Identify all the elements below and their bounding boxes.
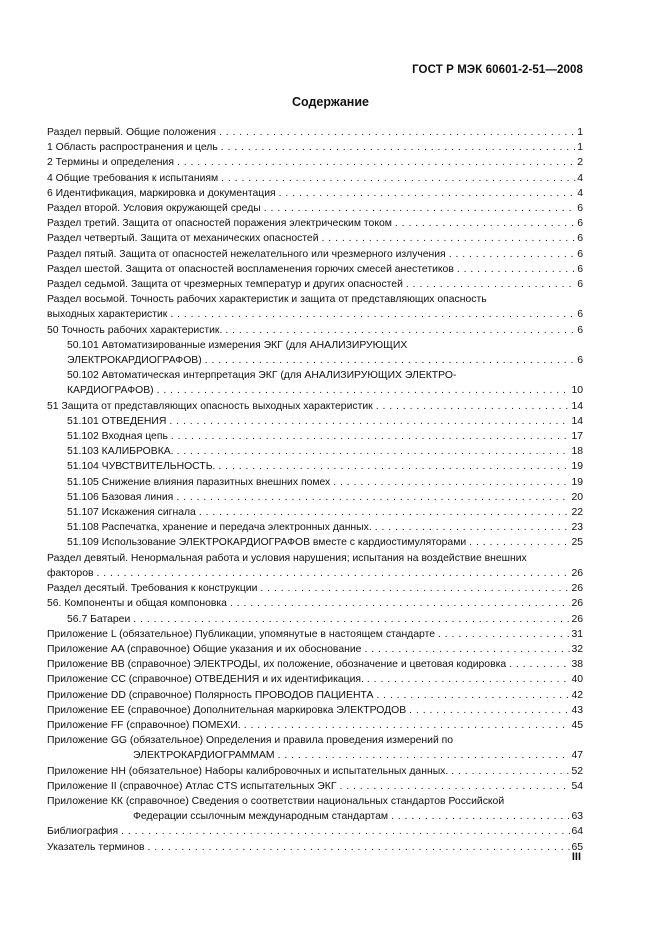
toc-entry-title: Библиография <box>47 826 119 838</box>
toc-page-number: 1 <box>577 142 583 154</box>
toc-leader-dots <box>148 840 571 855</box>
toc-entry[interactable] <box>47 520 583 535</box>
toc-entry-title: ЭЛЕКТРОКАРДИОГРАФОВ) <box>67 355 202 367</box>
toc-leader-dots <box>395 216 576 231</box>
toc-entry-title: ЭЛЕКТРОКАРДИОГРАММАМ <box>133 750 275 762</box>
toc-entry[interactable] <box>47 840 583 855</box>
toc-leader-dots <box>169 414 570 429</box>
toc-entry-title: 51.106 Базовая линия <box>67 491 174 503</box>
toc-page-number: 6 <box>577 355 583 367</box>
toc-leader-dots <box>219 125 576 140</box>
toc-leader-dots <box>509 657 570 672</box>
toc-page-number: 40 <box>571 674 583 686</box>
toc-leader-dots <box>409 703 570 718</box>
toc-entry-title: 4 Общие требования к испытаниям <box>47 172 219 184</box>
toc-page-number: 6 <box>577 263 583 275</box>
toc-page-number: 43 <box>571 704 583 716</box>
toc-page-number: 38 <box>571 659 583 671</box>
table-of-contents <box>47 125 583 855</box>
toc-entry-title: Раздел первый. Общие положения <box>47 127 216 138</box>
toc-entry-title: Раздел седьмой. Защита от чрезмерных температур и других опасностей <box>47 279 403 291</box>
toc-entry-title: Раздел пятый. Защита от опасностей нежелательного или чрезмерного излучения <box>47 248 446 260</box>
page-title: Содержание <box>291 95 369 109</box>
toc-page-number: 14 <box>571 415 583 427</box>
toc-entry[interactable] <box>47 459 583 474</box>
toc-leader-dots <box>376 399 571 414</box>
toc-entry-title: Приложение CC (справочное) ОТВЕДЕНИЯ и их идентификация. <box>47 674 364 686</box>
toc-entry[interactable] <box>47 748 583 763</box>
toc-entry[interactable] <box>47 627 583 642</box>
toc-leader-dots <box>279 186 577 201</box>
toc-entry-title: Указатель терминов <box>47 841 145 853</box>
toc-entry[interactable] <box>47 307 583 322</box>
toc-page-number: 42 <box>571 689 583 701</box>
toc-leader-dots <box>157 383 571 398</box>
toc-entry-line1: Приложение КК (справочное) Сведения о соответствии национальных стандартов Российской <box>47 795 505 807</box>
toc-entry[interactable] <box>47 414 583 429</box>
toc-leader-dots <box>469 535 570 550</box>
toc-entry[interactable] <box>47 535 583 550</box>
toc-page-number: 45 <box>571 719 583 731</box>
toc-entry[interactable] <box>47 444 583 459</box>
toc-entry[interactable] <box>47 490 583 505</box>
toc-entry-title: Приложение L (обязательное) Публикации, упомянутые в настоящем стандарте <box>47 628 435 640</box>
toc-leader-dots <box>177 155 576 170</box>
toc-leader-dots <box>322 231 577 246</box>
toc-entry-title: 51.109 Использование ЭЛЕКТРОКАРДИОГРАФОВ вместе с кардиостимуляторами <box>67 537 467 549</box>
toc-leader-dots <box>171 429 571 444</box>
toc-entry-title: Приложение BB (справочное) ЭЛЕКТРОДЫ, их положение, обозначение и цветовая кодировка <box>47 659 507 671</box>
toc-entry-title: Приложение EE (справочное) Дополнительная маркировка ЭЛЕКТРОДОВ <box>47 704 407 716</box>
toc-entry-title: 51.101 ОТВЕДЕНИЯ <box>67 415 167 427</box>
toc-entry-title: Приложение HH (обязательное) Наборы калибровочных и испытательных данных. <box>47 765 449 777</box>
toc-entry[interactable] <box>47 277 583 292</box>
toc-entry[interactable] <box>47 125 583 140</box>
toc-entry[interactable] <box>47 323 583 338</box>
toc-page-number: 10 <box>571 385 583 397</box>
toc-leader-dots <box>367 672 571 687</box>
toc-page-number: 1 <box>577 127 583 138</box>
toc-entry[interactable] <box>47 140 583 155</box>
toc-entry-title: 51 Защита от представляющих опасность выходных характеристик <box>47 400 373 412</box>
toc-page-number: 4 <box>577 187 583 199</box>
toc-entry-title: Приложение DD (справочное) Полярность ПРОВОДОВ ПАЦИЕНТА <box>47 689 374 701</box>
toc-entry-title: Раздел шестой. Защита от опасностей воспламенения горючих смесей анестетиков <box>47 263 454 275</box>
toc-page-number: 19 <box>571 461 583 473</box>
toc-leader-dots <box>244 718 571 733</box>
standard-designation: ГОСТ Р МЭК 60601-2-51—2008 <box>412 64 583 76</box>
toc-page-number: 6 <box>577 233 583 245</box>
toc-entry[interactable] <box>47 231 583 246</box>
toc-entry-title: Раздел третий. Защита от опасностей поражения электрическим током <box>47 218 392 230</box>
toc-entry-title: 51.105 Снижение влияния паразитных внешних помех <box>67 476 331 488</box>
toc-entry[interactable] <box>47 824 583 839</box>
toc-leader-dots <box>457 262 576 277</box>
toc-page-number: 26 <box>571 598 583 610</box>
toc-entry-title: 51.104 ЧУВСТВИТЕЛЬНОСТЬ. <box>67 461 216 473</box>
toc-entry-line1: Раздел девятый. Ненормальная работа и условия нарушения; испытания на воздействие внешних <box>47 552 527 564</box>
toc-page-number: 32 <box>571 643 583 655</box>
toc-entry[interactable] <box>47 809 583 824</box>
toc-page-number: 64 <box>571 826 583 838</box>
toc-entry[interactable] <box>47 672 583 687</box>
toc-leader-dots <box>339 779 570 794</box>
toc-entry-title: 6 Идентификация, маркировка и документация <box>47 187 276 199</box>
toc-entry-title: Приложение AA (справочное) Общие указания и их обоснование <box>47 643 362 655</box>
toc-page-number: 54 <box>571 780 583 792</box>
toc-leader-dots <box>391 809 570 824</box>
toc-entry-title: 56.7 Батареи <box>67 613 131 625</box>
toc-entry-title: 50 Точность рабочих характеристик. <box>47 324 223 336</box>
toc-page-number: 26 <box>571 567 583 579</box>
toc-entry[interactable] <box>47 353 583 368</box>
toc-entry-title: 51.107 Искажения сигнала <box>67 507 196 519</box>
toc-entry-title: Раздел четвертый. Защита от механических опасностей <box>47 233 319 245</box>
toc-leader-dots <box>133 612 570 627</box>
toc-entry[interactable] <box>47 262 583 277</box>
toc-leader-dots <box>97 566 571 581</box>
toc-page-number: 25 <box>571 537 583 549</box>
toc-entry[interactable] <box>47 383 583 398</box>
toc-page-number: 6 <box>577 279 583 291</box>
toc-leader-dots <box>221 140 576 155</box>
toc-entry[interactable] <box>47 186 583 201</box>
toc-leader-dots <box>230 596 571 611</box>
toc-leader-dots <box>264 201 576 216</box>
toc-entry[interactable] <box>47 688 583 703</box>
toc-entry-line1: Приложение GG (обязательное) Определения и правила проведения измерений по <box>47 735 454 747</box>
toc-page-number: 26 <box>571 583 583 595</box>
toc-entry[interactable] <box>47 566 583 581</box>
toc-leader-dots <box>333 475 570 490</box>
toc-page-number: 2 <box>577 157 583 169</box>
toc-page-number: 6 <box>577 248 583 260</box>
toc-leader-dots <box>375 520 571 535</box>
toc-entry[interactable] <box>47 171 583 186</box>
toc-entry-title: 1 Область распространения и цель <box>47 142 218 154</box>
toc-page-number: 20 <box>571 491 583 503</box>
toc-entry[interactable] <box>47 703 583 718</box>
toc-entry[interactable] <box>47 475 583 490</box>
toc-entry-title: 51.108 Распечатка, хранение и передача электронных данных. <box>67 522 372 534</box>
toc-leader-dots <box>121 824 570 839</box>
toc-entry-title: 51.102 Входная цепь <box>67 431 168 443</box>
toc-entry[interactable] <box>47 581 583 596</box>
toc-entry[interactable] <box>47 429 583 444</box>
toc-leader-dots <box>449 247 577 262</box>
toc-entry[interactable] <box>47 718 583 733</box>
toc-leader-dots <box>218 459 570 474</box>
toc-entry-title: 51.103 КАЛИБРОВКА. <box>67 446 174 458</box>
toc-entry-line1: Раздел восьмой. Точность рабочих характеристик и защита от представляющих опасность <box>47 294 487 306</box>
toc-page-number: 31 <box>571 628 583 640</box>
toc-page-number: 17 <box>571 431 583 443</box>
toc-entry[interactable] <box>47 657 583 672</box>
toc-page-number: 14 <box>571 400 583 412</box>
toc-entry[interactable] <box>47 596 583 611</box>
toc-page-number: 6 <box>577 324 583 336</box>
toc-entry-line1: 50.101 Автоматизированные измерения ЭКГ (для АНАЛИЗИРУЮЩИХ <box>67 339 408 351</box>
toc-page-number: 65 <box>571 841 583 853</box>
toc-entry-title: 2 Термины и определения <box>47 157 174 169</box>
toc-page-number: 6 <box>577 203 583 215</box>
toc-leader-dots <box>205 353 577 368</box>
toc-entry-title: 56. Компоненты и общая компоновка <box>47 598 227 610</box>
toc-leader-dots <box>170 307 576 322</box>
toc-entry-title: Раздел второй. Условия окружающей среды <box>47 203 261 215</box>
toc-page-number: 6 <box>577 218 583 230</box>
page-number: III <box>571 851 581 863</box>
toc-entry[interactable] <box>47 505 583 520</box>
toc-leader-dots <box>376 688 570 703</box>
toc-page-number: 63 <box>571 811 583 823</box>
toc-entry-title: выходных характеристик <box>47 309 168 321</box>
toc-entry-title: факторов <box>47 567 94 579</box>
toc-entry[interactable] <box>47 201 583 216</box>
toc-entry[interactable] <box>47 247 583 262</box>
toc-entry-title: Приложение FF (справочное) ПОМЕХИ. <box>47 719 241 731</box>
toc-page-number: 23 <box>571 522 583 534</box>
toc-leader-dots <box>278 748 571 763</box>
toc-page-number: 6 <box>577 309 583 321</box>
toc-page-number: 4 <box>577 172 583 184</box>
toc-leader-dots <box>260 581 570 596</box>
toc-leader-dots <box>225 323 576 338</box>
toc-entry[interactable] <box>47 779 583 794</box>
toc-entry-title: Раздел десятый. Требования к конструкции <box>47 583 258 595</box>
toc-entry[interactable] <box>47 399 583 414</box>
toc-leader-dots <box>451 764 570 779</box>
toc-leader-dots <box>438 627 570 642</box>
toc-page-number: 52 <box>571 765 583 777</box>
toc-leader-dots <box>199 505 571 520</box>
toc-leader-dots <box>364 642 570 657</box>
toc-page-number: 26 <box>571 613 583 625</box>
toc-leader-dots <box>221 171 576 186</box>
toc-entry[interactable] <box>47 216 583 231</box>
toc-entry[interactable] <box>47 642 583 657</box>
toc-page-number: 19 <box>571 476 583 488</box>
toc-entry-title: Федерации ссылочным международным стандартам <box>133 811 389 823</box>
toc-entry-title: Приложение II (справочное) Атлас CTS испытательных ЭКГ <box>47 780 337 792</box>
toc-entry-line1: 50.102 Автоматическая интерпретация ЭКГ (для АНАЛИЗИРУЮЩИХ ЭЛЕКТРО- <box>67 370 457 382</box>
toc-page-number: 18 <box>571 446 583 458</box>
toc-leader-dots <box>176 490 570 505</box>
toc-entry[interactable] <box>47 155 583 170</box>
toc-page-number: 47 <box>571 750 583 762</box>
toc-entry[interactable] <box>47 764 583 779</box>
toc-entry-title: КАРДИОГРАФОВ) <box>67 385 154 397</box>
toc-leader-dots <box>177 444 571 459</box>
toc-leader-dots <box>406 277 576 292</box>
toc-page-number: 22 <box>571 507 583 519</box>
toc-entry[interactable] <box>47 612 583 627</box>
